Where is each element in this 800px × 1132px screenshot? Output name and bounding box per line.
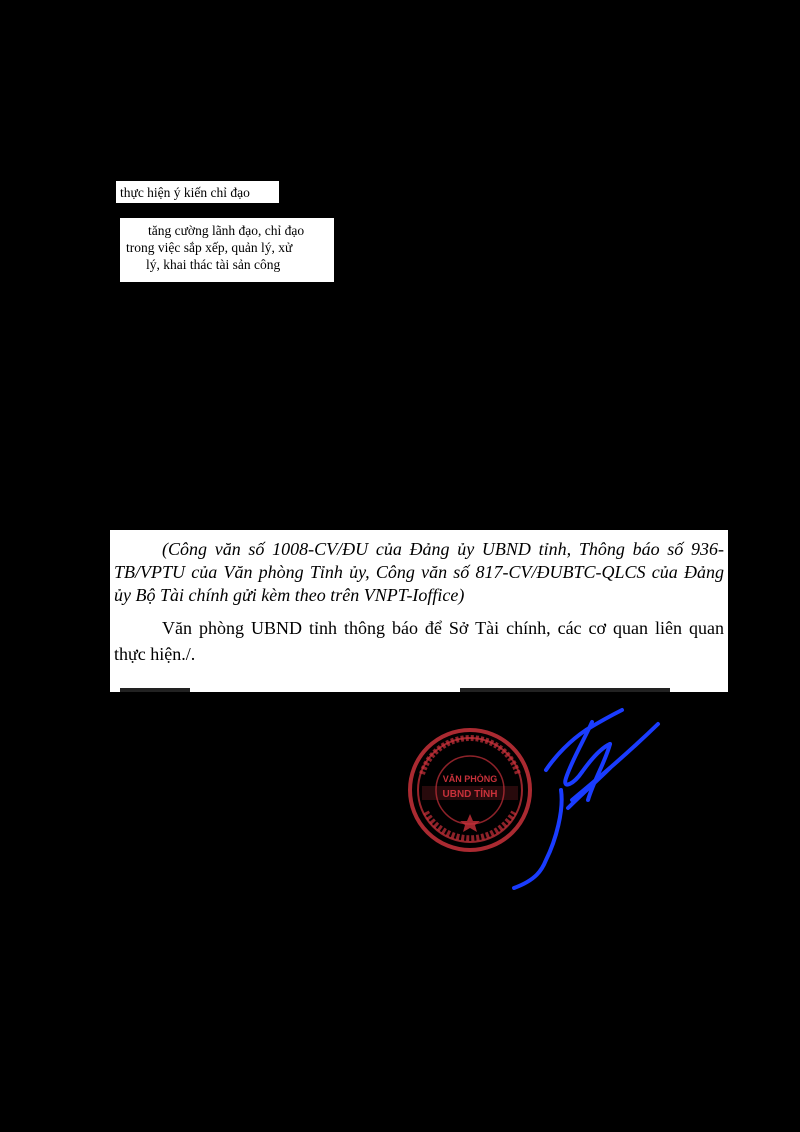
- snippet-text-1: thực hiện ý kiến chỉ đạo: [120, 185, 250, 200]
- official-seal-icon: [410, 730, 530, 850]
- seal-and-signature: [396, 700, 696, 900]
- seal-text-1: VĂN PHÒNG: [442, 774, 498, 784]
- snippet-block-line: tăng cường lãnh đạo, chỉ đạo: [148, 223, 305, 238]
- seal-text-2: UBND TỈNH: [442, 789, 498, 800]
- reference-note: (Công văn số 1008-CV/ĐU của Đảng ủy UBND tỉnh, Thông báo số 936-TB/VPTU của Văn phòng Tỉnh ủy, Công văn số 817-CV/ĐUBTC-QLCS của Đảng ủy Bộ Tài chính gửi kèm theo trên VNPT-Ioffice): [114, 539, 724, 605]
- snippet-block-line: lý, khai thác tài sản công: [146, 257, 281, 272]
- snippet-line-1: [116, 181, 279, 203]
- cut-off-text-line: [110, 686, 728, 692]
- document-body-box: [110, 530, 728, 692]
- signature-icon: [514, 710, 658, 888]
- snippet-block-line: trong việc sắp xếp, quản lý, xử: [126, 240, 293, 255]
- snippet-block-2: [120, 218, 334, 282]
- body-paragraph: Văn phòng UBND tỉnh thông báo để Sở Tài chính, các cơ quan liên quan thực hiện./.: [114, 618, 724, 664]
